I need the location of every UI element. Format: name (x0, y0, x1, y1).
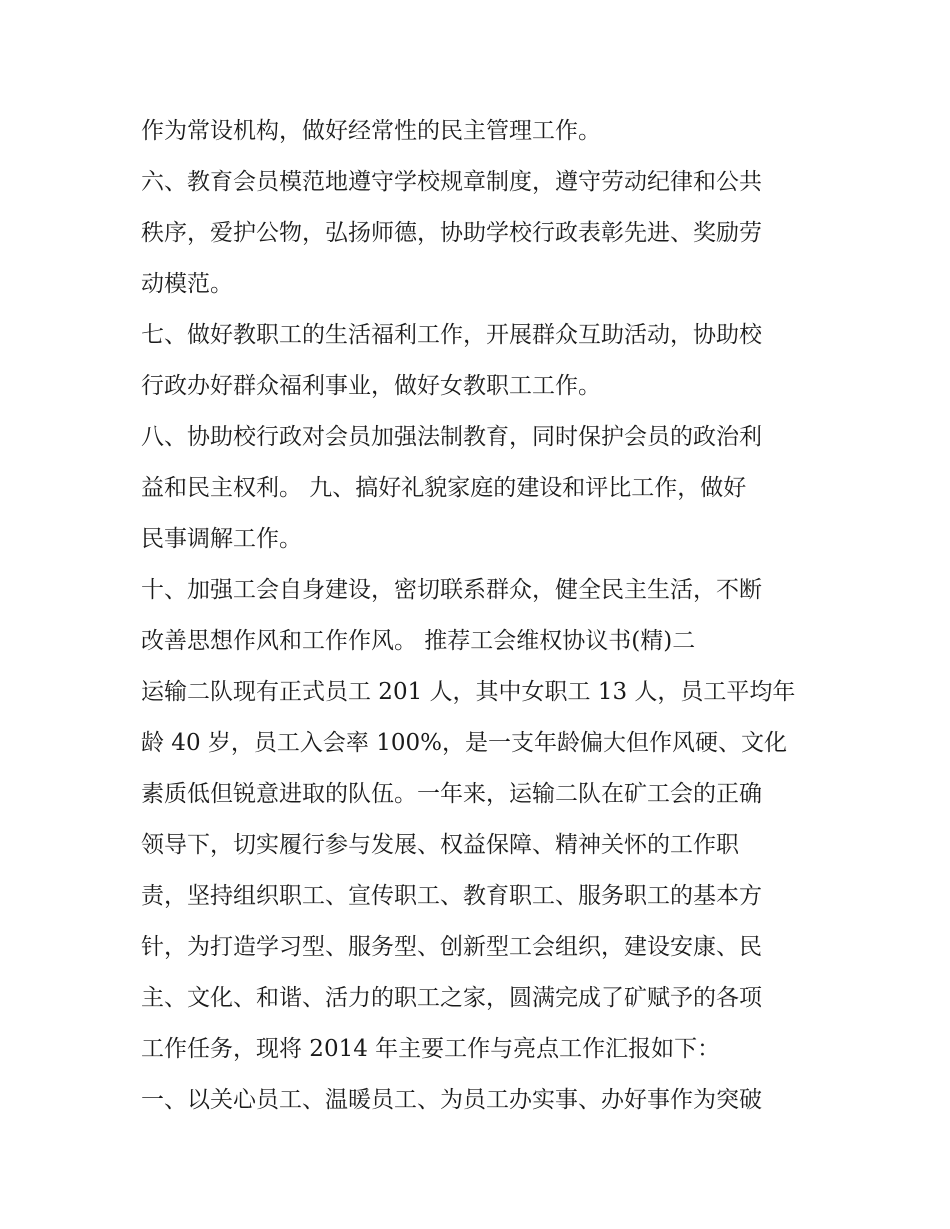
text-line: 六、教育会员模范地遵守学校规章制度，遵守劳动纪律和公共 (141, 169, 762, 195)
text-line: 主、文化、和谐、活力的职工之家，圆满完成了矿赋予的各项 (141, 985, 762, 1011)
text-line: 益和民主权利。 九、搞好礼貌家庭的建设和评比工作，做好 (141, 475, 747, 501)
text-line: 行政办好群众福利事业，做好女教职工工作。 (141, 373, 601, 399)
text-line: 针，为打造学习型、服务型、创新型工会组织，建设安康、民 (141, 934, 762, 960)
text-line: 十、加强工会自身建设，密切联系群众，健全民主生活，不断 (141, 577, 762, 603)
text-line: 一、以关心员工、温暖员工、为员工办实事、办好事作为突破 (141, 1087, 762, 1113)
text-line: 改善思想作风和工作作风。 推荐工会维权协议书(精)二 (141, 628, 696, 654)
text-line: 运输二队现有正式员工 201 人，其中女职工 13 人，员工平均年 (141, 679, 796, 705)
text-line: 秩序，爱护公物，弘扬师德，协助学校行政表彰先进、奖励劳 (141, 220, 762, 246)
text-line: 七、做好教职工的生活福利工作，开展群众互助活动，协助校 (141, 322, 762, 348)
text-line: 民事调解工作。 (141, 526, 302, 552)
text-line: 龄 40 岁，员工入会率 100%，是一支年龄偏大但作风硬、文化 (141, 730, 787, 756)
document-body (141, 106, 821, 1126)
text-line: 素质低但锐意进取的队伍。一年来，运输二队在矿工会的正确 (141, 781, 762, 807)
text-line: 八、协助校行政对会员加强法制教育，同时保护会员的政治利 (141, 424, 762, 450)
text-line: 作为常设机构，做好经常性的民主管理工作。 (141, 118, 601, 144)
text-line: 工作任务，现将 2014 年主要工作与亮点工作汇报如下： (141, 1036, 721, 1062)
text-line: 动模范。 (141, 271, 233, 297)
text-line: 领导下，切实履行参与发展、权益保障、精神关怀的工作职 (141, 832, 739, 858)
text-line: 责，坚持组织职工、宣传职工、教育职工、服务职工的基本方 (141, 883, 762, 909)
